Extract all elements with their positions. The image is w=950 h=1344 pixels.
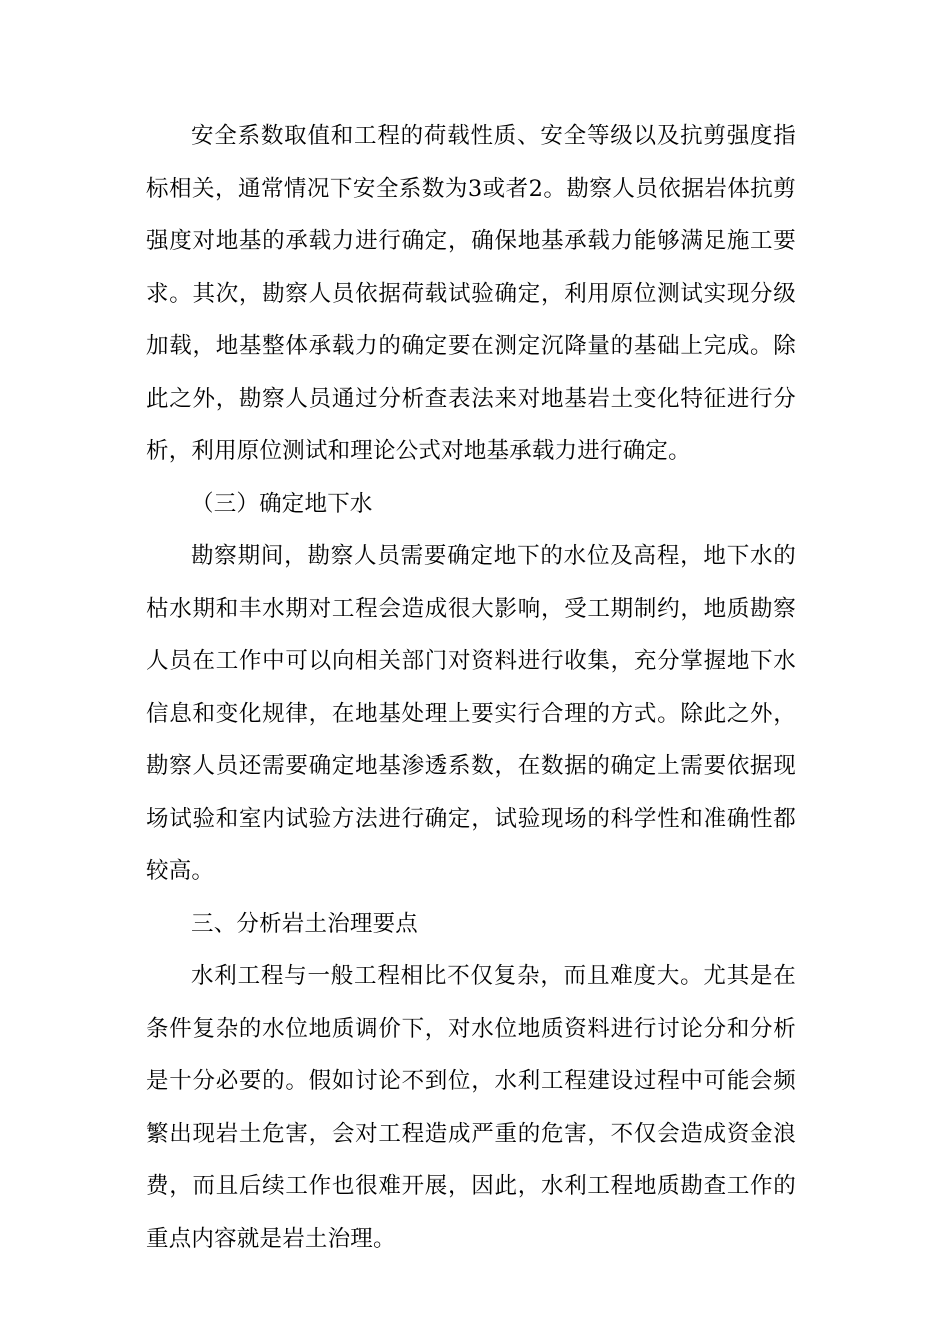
paragraph-rock-soil-treatment: 水利工程与一般工程相比不仅复杂，而且难度大。尤其是在条件复杂的水位地质调价下，对水位地质资料进行讨论分和分析是十分必要的。假如讨论不到位，水利工程建设过程中可能会频繁出现岩土危害，会对工程造成严重的危害，不仅会造成资金浪费，而且后续工作也很难开展，因此，水利工程地质勘查工作的重点内容就是岩土治理。	[146, 963, 796, 1252]
paragraph-groundwater: 勘察期间，勘察人员需要确定地下的水位及高程，地下水的枯水期和丰水期对工程会造成很大影响，受工期制约，地质勘察人员在工作中可以向相关部门对资料进行收集，充分掌握地下水信息和变化规律，在地基处理上要实行合理的方式。除此之外，勘察人员还需要确定地基渗透系数，在数据的确定上需要依据现场试验和室内试验方法进行确定，试验现场的科学性和准确性都较高。	[146, 543, 796, 884]
paragraph-safety-factor: 安全系数取值和工程的荷载性质、安全等级以及抗剪强度指标相关，通常情况下安全系数为3或者2。勘察人员依据岩体抗剪强度对地基的承载力进行确定，确保地基承载力能够满足施工要求。其次，勘察人员依据荷载试验确定，利用原位测试实现分级加载，地基整体承载力的确定要在测定沉降量的基础上完成。除此之外，勘察人员通过分析查表法来对地基岩土变化特征进行分析，利用原位测试和理论公式对地基承载力进行确定。	[146, 123, 796, 464]
section-heading-rock-soil: 三、分析岩土治理要点	[191, 910, 419, 937]
section-heading-groundwater: （三）确定地下水	[191, 490, 373, 517]
document-body	[146, 110, 796, 1265]
